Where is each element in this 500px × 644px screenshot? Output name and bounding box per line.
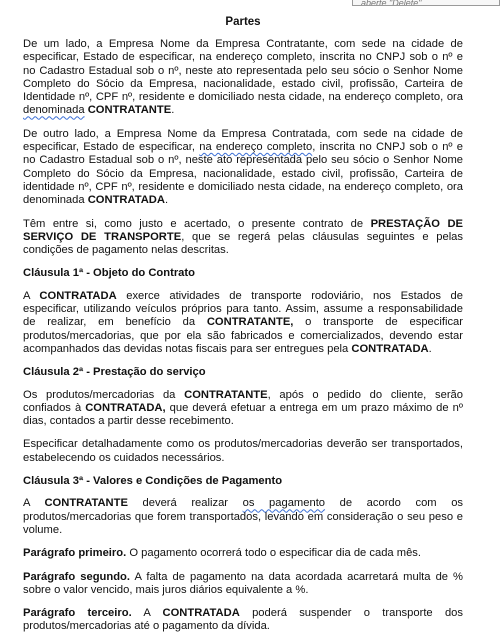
defined-term: CONTRATADA — [351, 342, 429, 355]
paragraph-payment — [23, 497, 463, 537]
text-run: A — [23, 497, 45, 510]
paragraph-service — [23, 389, 463, 429]
text-run: . — [428, 342, 432, 355]
text-run: , após o pedido do cliente, serão confiados à — [23, 388, 463, 414]
paragraph-label: Parágrafo primeiro. — [23, 547, 127, 560]
paragraph-first — [23, 547, 463, 560]
clause-3-heading: Cláusula 3ª - Valores e Condições de Pagamento — [23, 475, 283, 488]
paragraph-specify: Especificar detalhadamente como os produtos/mercadorias deverão ser transportados, estabelecendo os cuidados necessários. — [23, 438, 463, 464]
defined-term: CONTRATANTE — [184, 388, 268, 401]
text-run: exerce atividades de transporte rodoviário, nos Estados de especificar, utilizando veículos próprios para tanto. Assim, assume a responsabilidade de realizar, em benefício da — [23, 289, 464, 329]
clause-2-heading: Cláusula 2ª - Prestação do serviço — [23, 366, 206, 379]
clause-1-heading: Cláusula 1ª - Objeto do Contrato — [23, 267, 195, 280]
comment-text: aberte "Delete" — [361, 0, 422, 6]
text-run: deverá realizar — [127, 497, 243, 510]
text-run: A — [131, 607, 163, 620]
paragraph-label: Parágrafo terceiro. — [23, 607, 132, 620]
text-run: . — [164, 194, 169, 207]
text-run: que deverá efetuar a entrega em um prazo máximo de nº dias, contados a partir desse recebimento. — [23, 401, 463, 428]
text-run: Os produtos/mercadorias da — [23, 388, 185, 401]
grammar-flag[interactable]: os pagamento — [242, 497, 326, 510]
defined-term: CONTRATADA, — [85, 401, 166, 414]
defined-term: CONTRATADA — [87, 194, 165, 207]
defined-term: CONTRATADA — [39, 289, 117, 302]
paragraph-contratante — [23, 38, 463, 118]
defined-term: CONTRATANTE — [87, 104, 172, 117]
paragraph-contratada — [23, 128, 463, 208]
text-run: , que se regerá pelas cláusulas seguintes e pelas condições de pagamento nelas descritas. — [23, 230, 464, 257]
paragraph-third — [23, 607, 463, 634]
page-title: Partes — [225, 16, 261, 28]
defined-term: CONTRATADA — [162, 607, 240, 620]
defined-term: CONTRATANTE — [44, 497, 128, 510]
text-run: Têm entre si, como justo e acertado, o presente contrato de — [23, 217, 371, 230]
text-run: O pagamento ocorrerá todo o especificar dia de cada mês. — [126, 547, 421, 560]
document-page[interactable] — [23, 16, 463, 644]
text-run: De outro lado, a Empresa Nome da Empresa Contratada, com sede na cidade de especificar, Estado de especificar, — [23, 127, 463, 154]
text-run: , inscrita no CNPJ sob o nº e no Cadastro Estadual sob o nº, neste ato representada pelo seu sócio o Senhor Nome Completo do Sócio da Empresa, nacionalidade, estado civil, profissão, Carteira de identidade nº, CPF nº, residente e domiciliado nesta cidade, na endereço completo, ora denominada — [23, 141, 463, 207]
text-run: . — [171, 104, 175, 117]
text-run: A — [23, 289, 40, 302]
comment-balloon[interactable] — [352, 0, 500, 6]
text-run: de acordo com os produtos/mercadorias que forem transportados, levando em consideração o seu peso e volume. — [23, 497, 464, 536]
text-run: De um lado, a Empresa Nome da Empresa Contratante, com sede na cidade de especificar, Estado de especificar, na endereço completo, inscrita no CNPJ sob o nº e no Cadastro Estadual sob o nº, neste ato representada pelo seu sócio o Senhor Nome Completo do Sócio da Empresa, nacionalidade, estado civil, profissão, Carteira de Identidade nº, CPF nº, residente e domiciliado nesta cidade, na endereço completo, ora — [23, 38, 463, 104]
paragraph-object — [23, 290, 463, 356]
defined-term: CONTRATANTE, — [206, 316, 294, 329]
defined-term: PRESTAÇÃO DE SERVIÇO DE TRANSPORTE — [23, 217, 463, 243]
grammar-flag[interactable]: na endereço completo — [199, 141, 313, 154]
text-run: A falta de pagamento na data acordada acarretará multa de % sobre o valor vencido, mais juros diários equivalente a %. — [23, 570, 464, 596]
grammar-flag[interactable]: denominada — [23, 104, 85, 117]
paragraph-label: Parágrafo segundo. — [23, 570, 131, 583]
text-run: o transporte de especificar produtos/mercadorias, que por ela são fabricados e comercializados, devendo estar acompanhados das devidas notas fiscais para ser entregues pela — [23, 316, 463, 355]
paragraph-agreement — [23, 218, 463, 258]
text-run: poderá suspender o transporte dos produtos/mercadorias até o pagamento da dívida. — [23, 607, 463, 633]
paragraph-second — [23, 571, 463, 598]
